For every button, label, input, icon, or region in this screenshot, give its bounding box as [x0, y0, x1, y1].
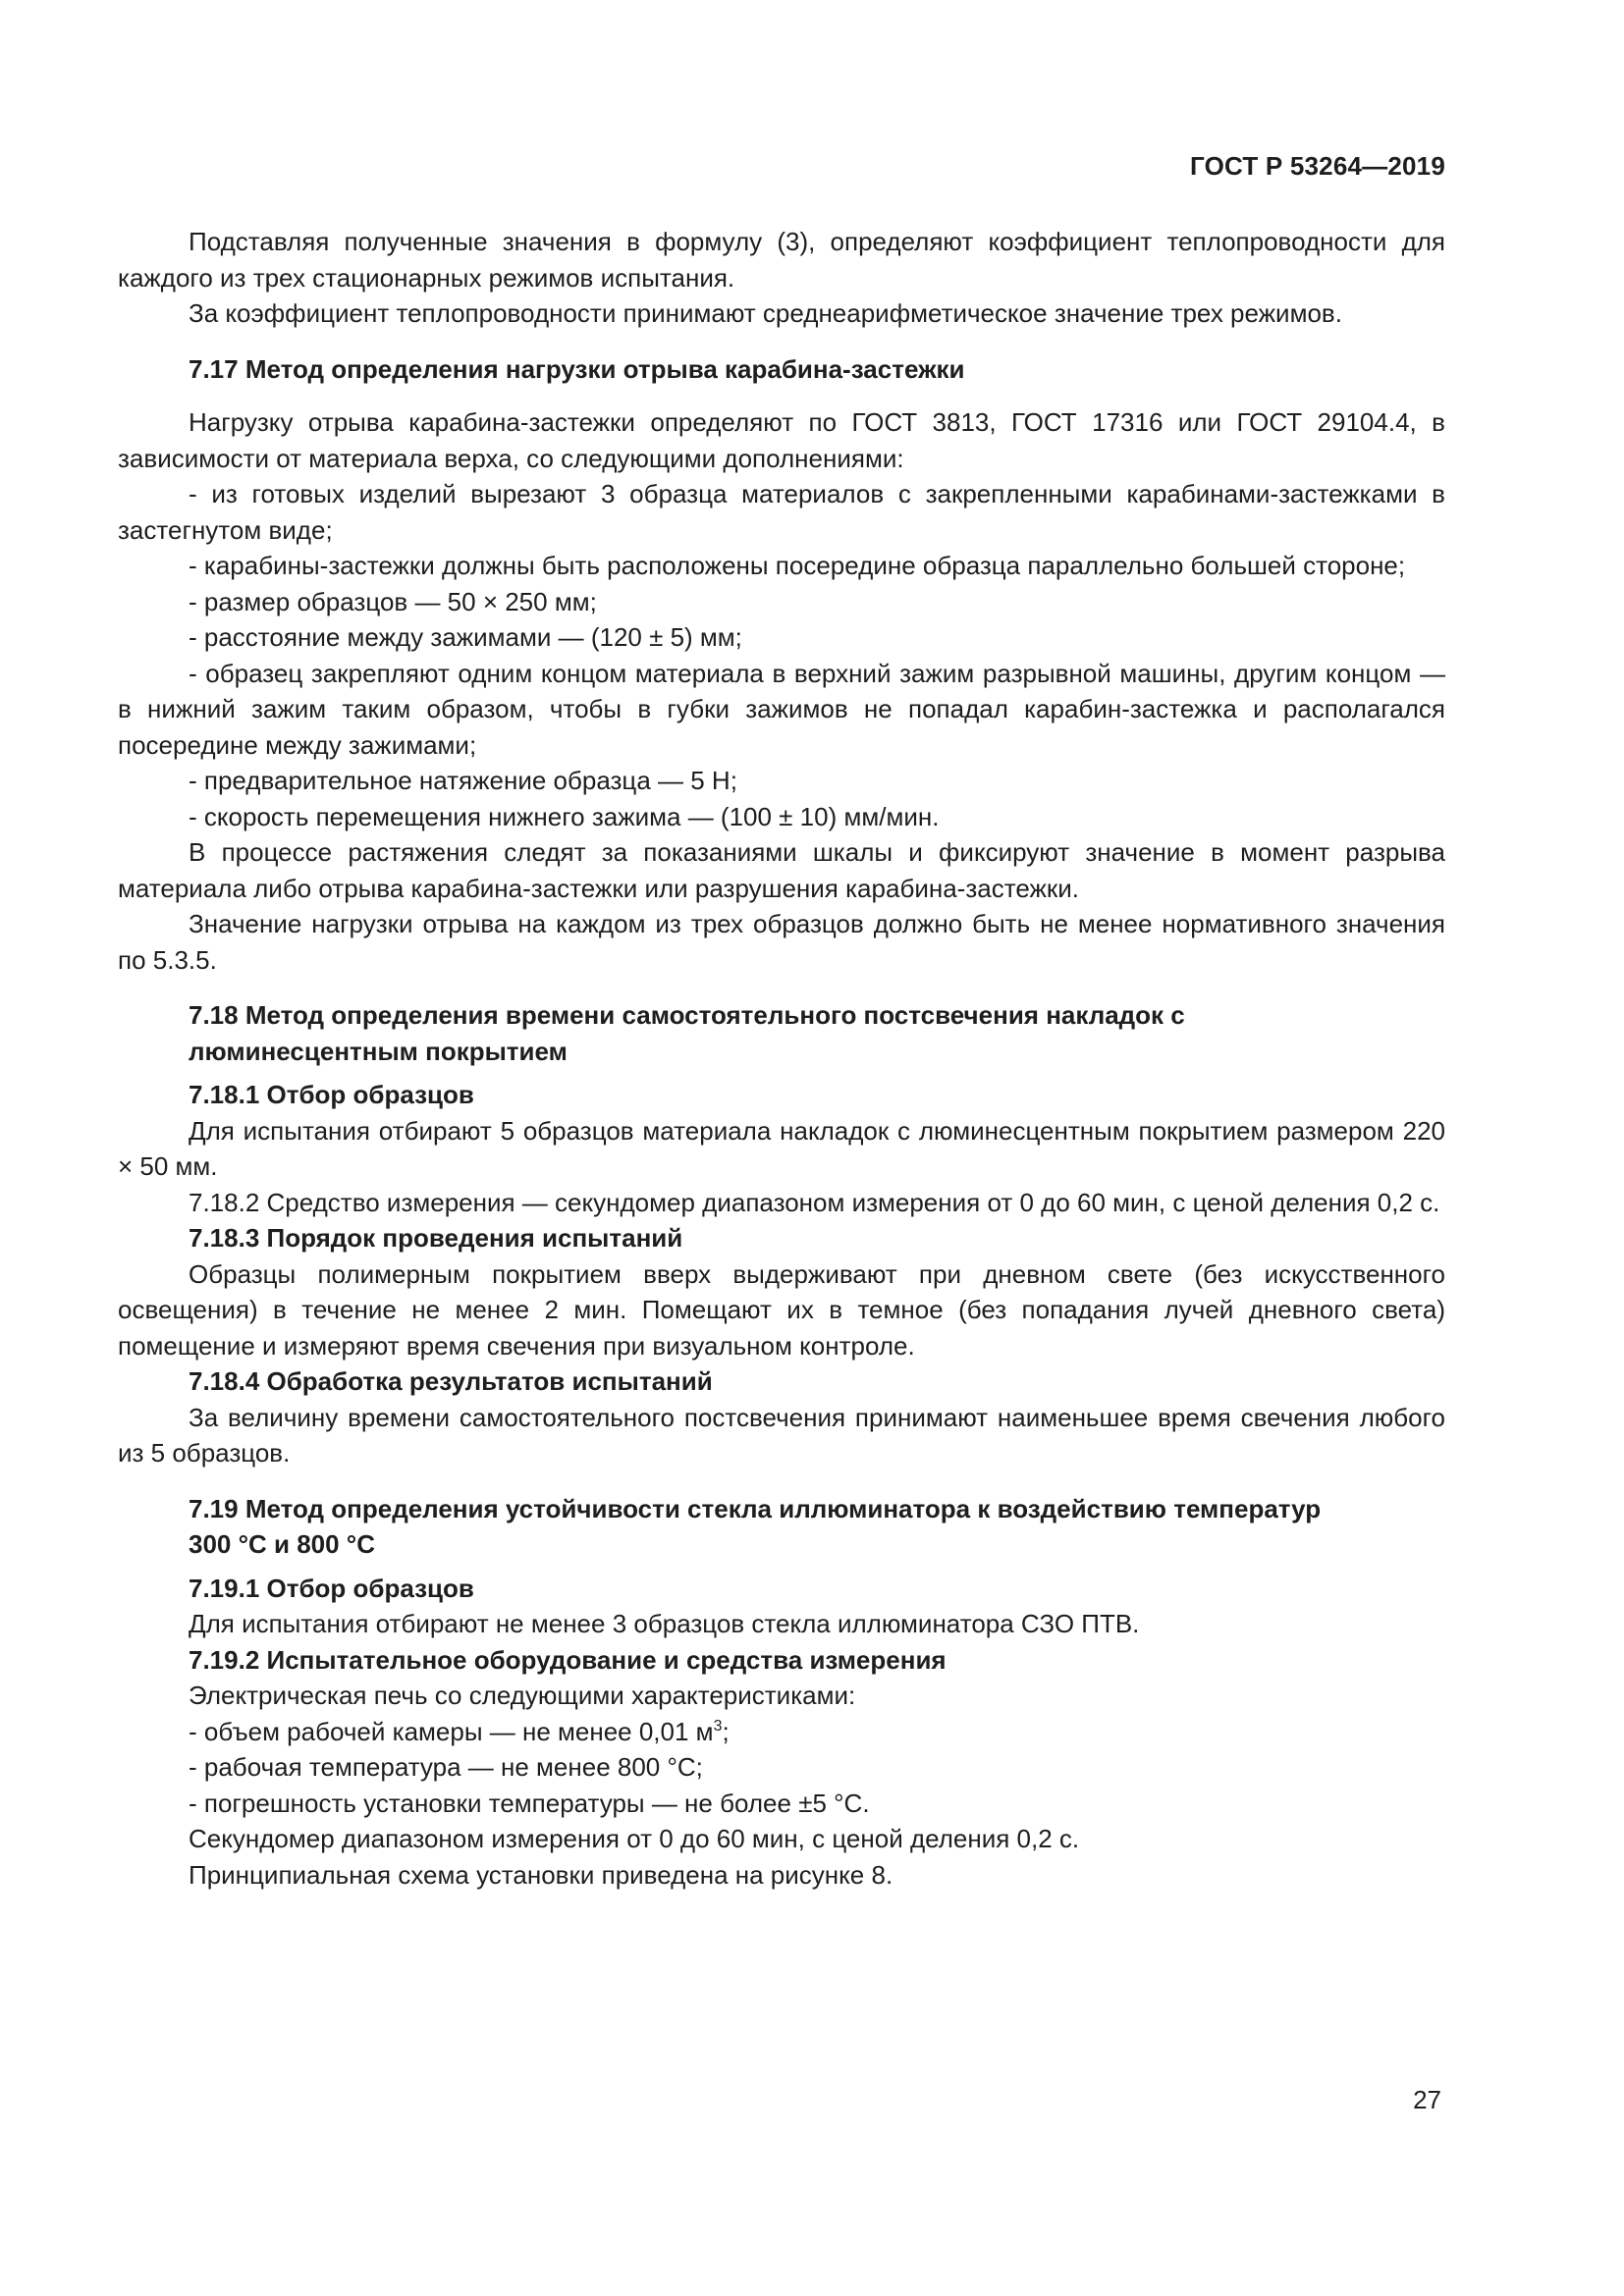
list-item: - погрешность установки температуры — не более ±5 °С.: [189, 1788, 870, 1818]
page-number: 27: [1413, 2085, 1441, 2114]
section-7-18-title-line-2: люминесцентным покрытием: [189, 1036, 568, 1066]
intro-paragraph-1: Подставляя полученные значения в формулу (3), определяют коэффициент теплопроводности для каждого из трех стационарных режимов испытания.: [118, 227, 1445, 293]
subsection-7-18-1-title: 7.18.1 Отбор образцов: [189, 1080, 474, 1109]
list-item: [118, 1714, 1445, 1750]
list-item: - из готовых изделий вырезают 3 образца материалов с закрепленными карабинами-застежками в застегнутом виде;: [118, 479, 1445, 545]
list-item: - скорость перемещения нижнего зажима — (100 ± 10) мм/мин.: [189, 801, 940, 831]
section-7-17-paragraph-2: В процессе растяжения следят за показаниями шкалы и фиксируют значение в момент разрыва материала либо отрыва карабина-застежки или разрушения карабина-застежки.: [118, 837, 1445, 903]
subsection-7-18-3-text: Образцы полимерным покрытием вверх выдерживают при дневном свете (без искусственного освещения) в течение не менее 2 мин. Помещают их в темное (без попадания лучей дневного света) помещение и измеряют время свечения при визуальном контроле.: [118, 1258, 1445, 1361]
subsection-7-18-4-text: За величину времени самостоятельного постсвечения принимают наименьшее время свечения любого из 5 образцов.: [118, 1402, 1445, 1468]
list-item: - размер образцов — 50 × 250 мм;: [189, 586, 597, 616]
intro-paragraph-2: За коэффициент теплопроводности принимают среднеарифметическое значение трех режимов.: [189, 298, 1342, 328]
subsection-7-19-1-title: 7.19.1 Отбор образцов: [189, 1573, 474, 1603]
standard-header: ГОСТ Р 53264—2019: [1190, 151, 1445, 181]
list-item: - рабочая температура — не менее 800 °С;: [189, 1752, 703, 1782]
section-7-19-title-line-1: 7.19 Метод определения устойчивости стекла иллюминатора к воздействию температур: [189, 1493, 1322, 1523]
subsection-7-19-2-title: 7.19.2 Испытательное оборудование и средства измерения: [189, 1644, 947, 1675]
page-content: [118, 224, 1445, 1893]
stopwatch-text: Секундомер диапазоном измерения от 0 до 60 мин, с ценой деления 0,2 с.: [189, 1824, 1080, 1853]
section-7-17-paragraph-1: Нагрузку отрыва карабина-застежки определяют по ГОСТ 3813, ГОСТ 17316 или ГОСТ 29104.4, в зависимости от материала верха, со следующими дополнениями:: [118, 407, 1445, 473]
subsection-7-18-1-text: Для испытания отбирают 5 образцов материала накладок с люминесцентным покрытием размером 220 × 50 мм.: [118, 1115, 1445, 1181]
subsection-7-18-3-title: 7.18.3 Порядок проведения испытаний: [189, 1223, 683, 1253]
section-7-18-title-line-1: 7.18 Метод определения времени самостоятельного постсвечения накладок с: [189, 1000, 1185, 1030]
list-item: - расстояние между зажимами — (120 ± 5) мм;: [189, 622, 742, 652]
subsection-7-19-2-intro: Электрическая печь со следующими характеристиками:: [189, 1681, 856, 1710]
scheme-reference-text: Принципиальная схема установки приведена на рисунке 8.: [189, 1859, 893, 1890]
section-7-17-paragraph-3: Значение нагрузки отрыва на каждом из трех образцов должно быть не менее нормативного значения по 5.3.5.: [118, 909, 1445, 975]
section-7-19-title-line-2: 300 °С и 800 °С: [189, 1529, 375, 1559]
list-item: - предварительное натяжение образца — 5 Н;: [189, 766, 737, 795]
subsection-7-19-1-text: Для испытания отбирают не менее 3 образцов стекла иллюминатора СЗО ПТВ.: [189, 1609, 1140, 1638]
section-7-17-title: 7.17 Метод определения нагрузки отрыва карабина-застежки: [189, 353, 965, 384]
list-item: - образец закрепляют одним концом материала в верхний зажим разрывной машины, другим концом — в нижний зажим таким образом, чтобы в губки зажимов не попадал карабин-застежка и располагался посередине между зажимами;: [118, 658, 1445, 760]
chamber-volume-text: - объем рабочей камеры — не менее 0,01 м: [189, 1716, 714, 1746]
subsection-7-18-2-text: 7.18.2 Средство измерения — секундомер диапазоном измерения от 0 до 60 мин, с ценой деления 0,2 с.: [189, 1187, 1440, 1217]
subsection-7-18-4-title: 7.18.4 Обработка результатов испытаний: [189, 1366, 713, 1396]
cubic-superscript: 3: [713, 1717, 723, 1735]
chamber-volume-end: ;: [722, 1716, 730, 1746]
list-item: - карабины-застежки должны быть расположены посередине образца параллельно большей стороне;: [189, 551, 1406, 580]
